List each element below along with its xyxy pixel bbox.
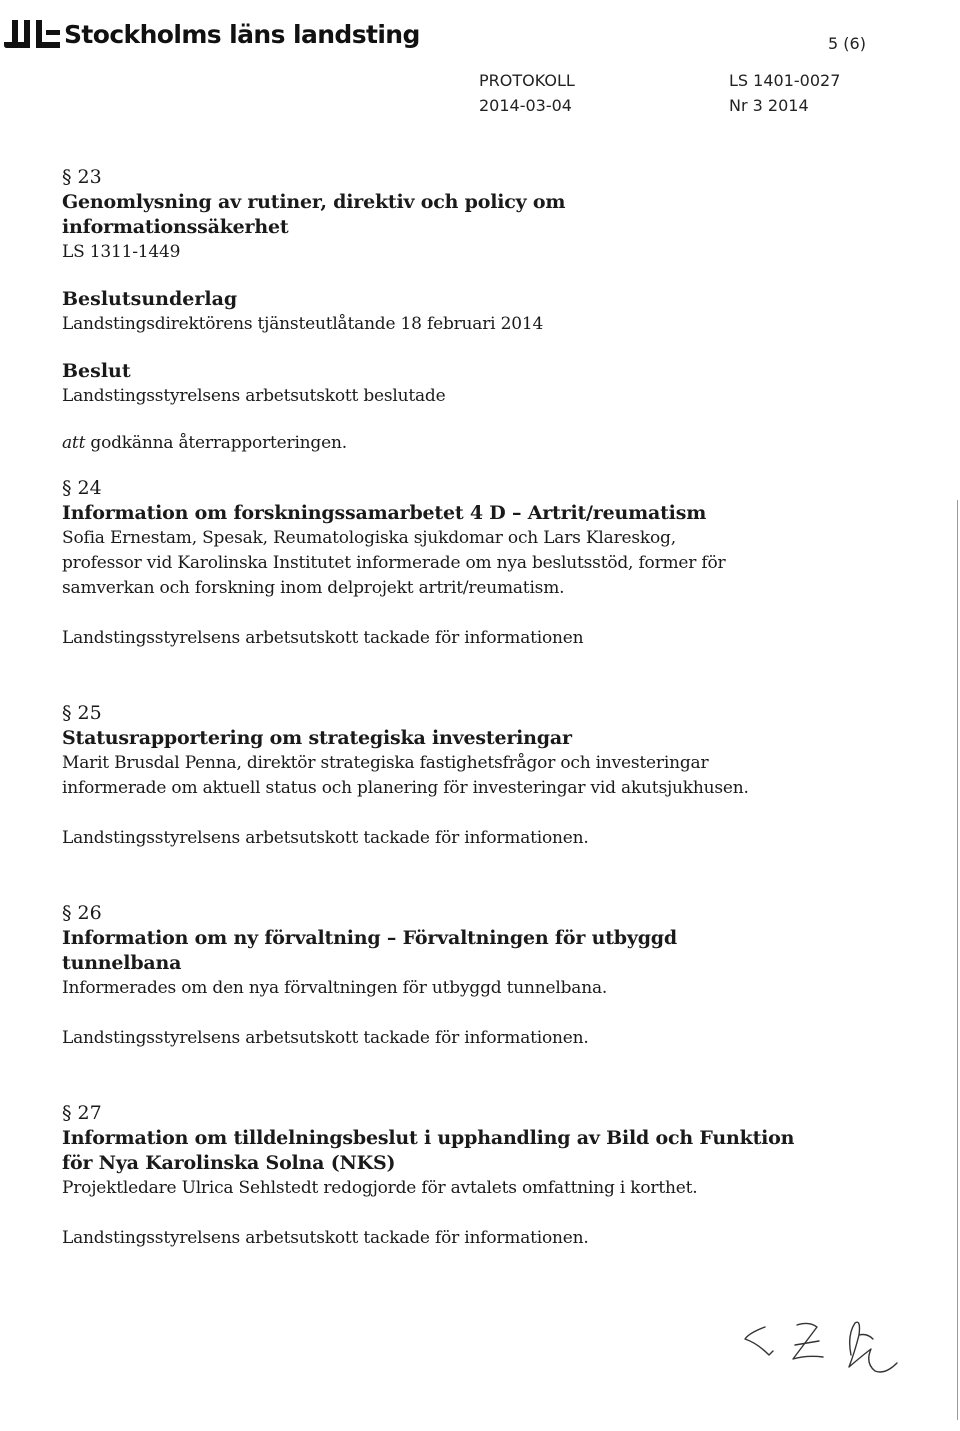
att-word: att (62, 433, 86, 453)
section-title-line: tunnelbana (62, 952, 182, 974)
section-title-line: Statusrapportering om strategiska investeringar (62, 727, 572, 749)
section-title-line: Information om forskningssamarbetet 4 D – Artrit/reumatism (62, 502, 707, 524)
page-number: 5 (6) (828, 34, 866, 53)
closing-text: Landstingsstyrelsens arbetsutskott tackade för informationen. (62, 1028, 589, 1048)
sll-logo-icon (4, 20, 62, 50)
document-type: PROTOKOLL (479, 71, 575, 90)
section-24 (62, 476, 892, 651)
section-title-line: Genomlysning av rutiner, direktiv och policy om (62, 191, 566, 213)
section-number: § 24 (62, 477, 102, 499)
body-line: Informerades om den nya förvaltningen för utbyggd tunnelbana. (62, 978, 608, 998)
document-reference: LS 1401-0027 (729, 71, 841, 90)
section-27 (62, 1101, 892, 1251)
decision-label: Beslut (62, 360, 131, 382)
closing-text: Landstingsstyrelsens arbetsutskott tackade för informationen (62, 628, 584, 648)
section-title-line: Information om ny förvaltning – Förvaltningen för utbyggd (62, 927, 677, 949)
decision-clause-text: godkänna återrapporteringen. (85, 433, 347, 453)
signature-initials-icon (735, 1305, 915, 1395)
document-date: 2014-03-04 (479, 96, 572, 115)
section-title-line: för Nya Karolinska Solna (NKS) (62, 1152, 396, 1174)
section-number: § 23 (62, 166, 102, 188)
section-title-line: informationssäkerhet (62, 216, 289, 238)
decision-clause (62, 431, 892, 456)
header-right (729, 68, 840, 118)
body-line: Marit Brusdal Penna, direktör strategiska fastighetsfrågor och investeringar (62, 753, 709, 773)
header-left (479, 68, 575, 118)
organization-name: Stockholms läns landsting (64, 20, 420, 49)
closing-text: Landstingsstyrelsens arbetsutskott tackade för informationen. (62, 828, 589, 848)
case-reference: LS 1311-1449 (62, 242, 181, 262)
body-line: professor vid Karolinska Institutet informerade om nya beslutsstöd, former för (62, 553, 726, 573)
body-line: Projektledare Ulrica Sehlstedt redogjorde för avtalets omfattning i korthet. (62, 1178, 698, 1198)
basis-label: Beslutsunderlag (62, 288, 238, 310)
body-line: informerade om aktuell status och planering för investeringar vid akutsjukhusen. (62, 778, 749, 798)
decision-text: Landstingsstyrelsens arbetsutskott beslutade (62, 386, 446, 406)
section-25 (62, 701, 892, 851)
protocol-content (62, 165, 892, 1251)
section-number: § 25 (62, 702, 102, 724)
closing-text: Landstingsstyrelsens arbetsutskott tackade för informationen. (62, 1228, 589, 1248)
basis-text: Landstingsdirektörens tjänsteutlåtande 18 februari 2014 (62, 314, 544, 334)
section-number: § 27 (62, 1102, 102, 1124)
document-number: Nr 3 2014 (729, 96, 809, 115)
section-number: § 26 (62, 902, 102, 924)
scan-edge-line (957, 500, 958, 1420)
section-26 (62, 901, 892, 1051)
body-line: Sofia Ernestam, Spesak, Reumatologiska sjukdomar och Lars Klareskog, (62, 528, 676, 548)
section-title-line: Information om tilldelningsbeslut i upphandling av Bild och Funktion (62, 1127, 795, 1149)
body-line: samverkan och forskning inom delprojekt artrit/reumatism. (62, 578, 565, 598)
section-23 (62, 165, 892, 456)
